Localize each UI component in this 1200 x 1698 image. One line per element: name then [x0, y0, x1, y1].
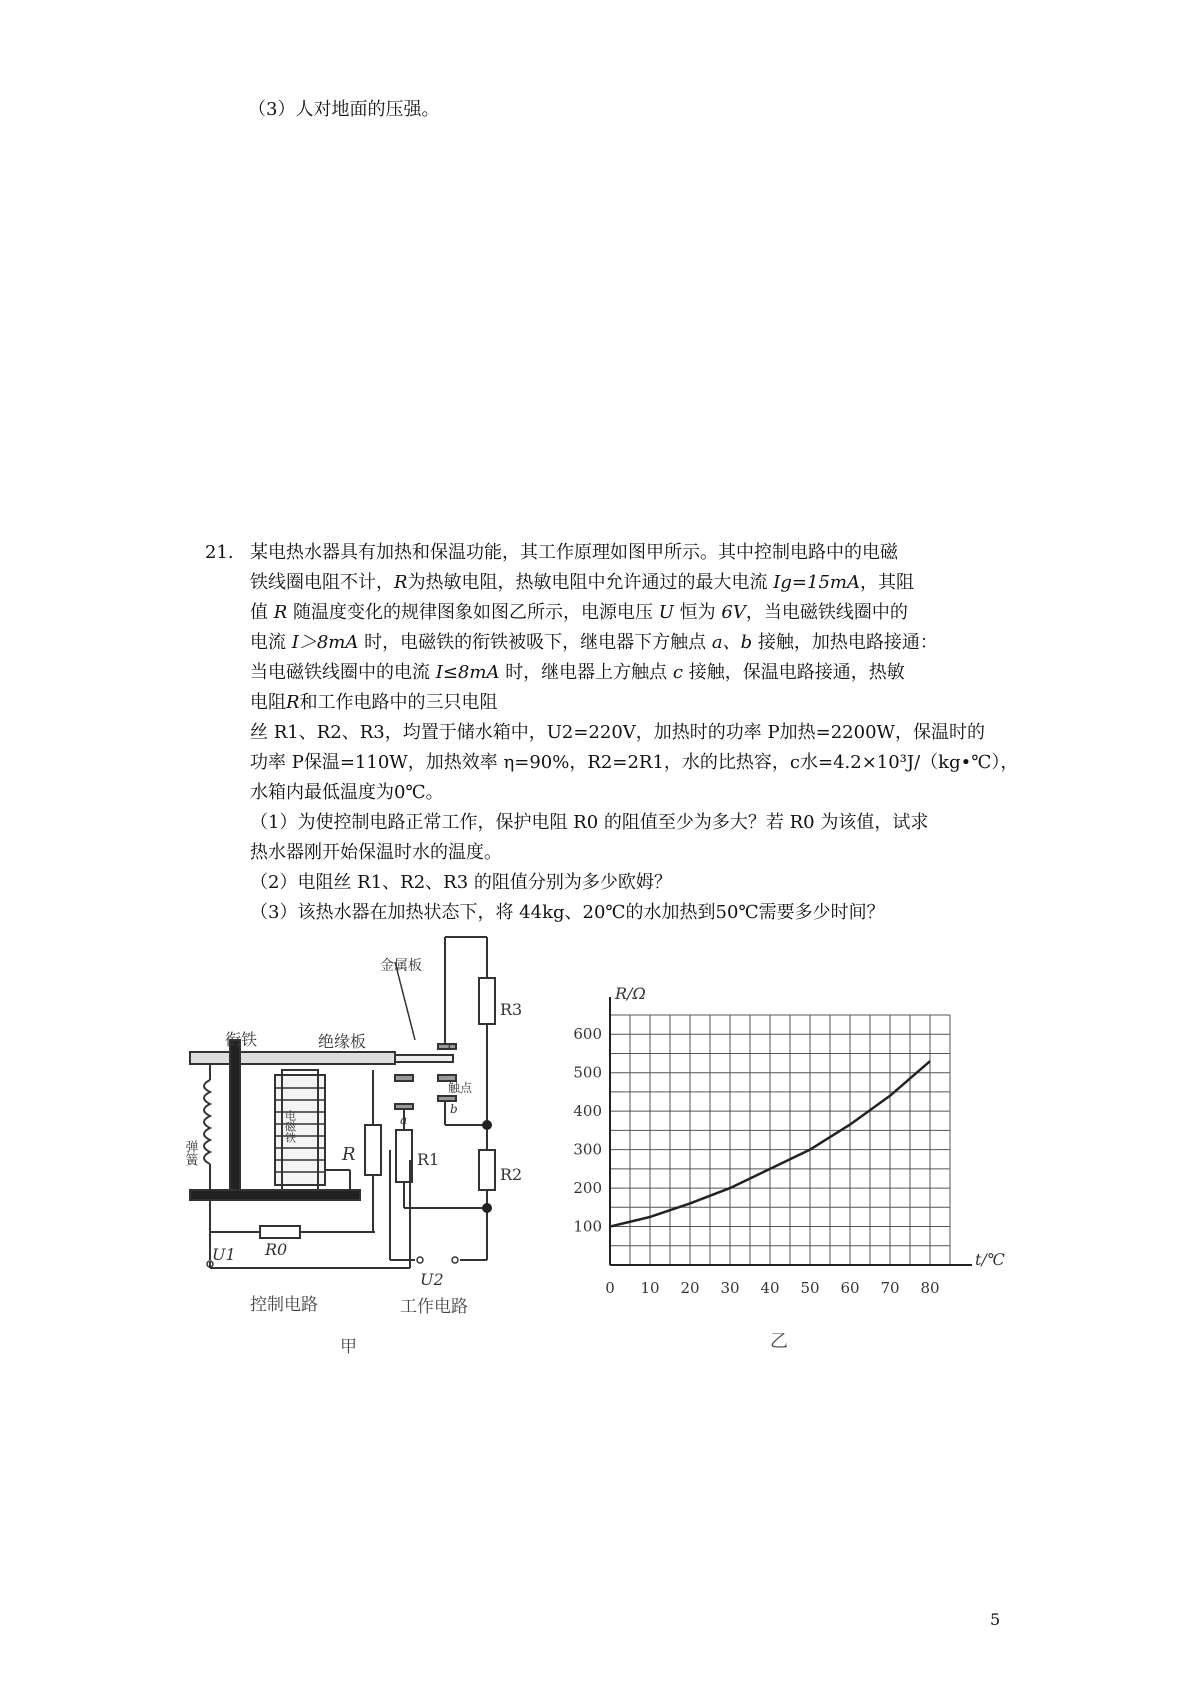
label-chudian: 触点 — [448, 1081, 473, 1095]
part-1-cont: 热水器刚开始保温时水的温度。 — [250, 842, 502, 863]
x-tick-label: 0 — [605, 1279, 615, 1297]
label-xiantie: 衔铁 — [225, 1030, 258, 1049]
x-tick-label: 70 — [880, 1279, 900, 1297]
chart-caption: 乙 — [770, 1331, 788, 1352]
x-tick-label: 30 — [720, 1279, 740, 1297]
label-jueyuanban: 绝缘板 — [318, 1032, 367, 1051]
label-working-circuit: 工作电路 — [400, 1297, 468, 1317]
stem-line-8: 功率 P保温=110W，加热效率 η=90%，R2=2R1，水的比热容，c水=4.2×10³J/（kg•℃）， — [250, 752, 1019, 773]
chart-tick-labels — [573, 1025, 939, 1297]
question-stem — [250, 538, 1045, 928]
y-tick-label: 300 — [573, 1140, 602, 1159]
part-1: （1）为使控制电路正常工作，保护电阻 R0 的阻值至少为多大？若 R0 为该值，试求 — [250, 812, 929, 833]
part-3: （3）该热水器在加热状态下，将 44kg、20℃的水加热到50℃需要多少时间？ — [250, 902, 885, 923]
label-tanhuang: 弹簧 — [182, 1140, 198, 1166]
label-R3: R3 — [500, 1000, 523, 1019]
stem-line-1: 某电热水器具有加热和保温功能，其工作原理如图甲所示。其中控制电路中的电磁 — [250, 542, 898, 563]
part-2: （2）电阻丝 R1、R2、R3 的阻值分别为多少欧姆？ — [250, 872, 672, 893]
label-a: a — [400, 1113, 408, 1127]
label-R1: R1 — [417, 1150, 440, 1169]
y-tick-label: 200 — [573, 1179, 602, 1198]
x-tick-label: 60 — [840, 1279, 860, 1297]
label-dianciti: 电磁铁 — [283, 1110, 297, 1143]
label-R0: R0 — [265, 1240, 288, 1259]
x-tick-label: 40 — [760, 1279, 780, 1297]
question-21 — [205, 538, 1045, 928]
prev-question-part3: （3）人对地面的压强。 — [248, 99, 440, 120]
page-number: 5 — [990, 1610, 1001, 1629]
y-tick-label: 500 — [573, 1063, 602, 1082]
circuit-diagram — [182, 958, 580, 1357]
y-tick-label: 400 — [573, 1102, 602, 1121]
r-t-chart — [560, 985, 1020, 1360]
x-tick-label: 80 — [920, 1279, 940, 1297]
y-tick-label: 600 — [573, 1025, 602, 1044]
chart-ylabel: R/Ω — [615, 984, 646, 1003]
stem-line-7: 丝 R1、R2、R3，均置于储水箱中，U2=220V，加热时的功率 P加热=2200W，保温时的 — [250, 722, 986, 743]
label-c: c — [448, 1039, 455, 1053]
x-tick-label: 20 — [680, 1279, 700, 1297]
chart-axes — [610, 997, 972, 1265]
y-tick-label: 100 — [573, 1217, 602, 1236]
x-tick-label: 50 — [800, 1279, 820, 1297]
label-U2: U2 — [420, 1270, 444, 1289]
x-tick-label: 10 — [640, 1279, 660, 1297]
label-U1: U1 — [212, 1245, 236, 1264]
label-jinshuban: 金属板 — [380, 958, 422, 974]
label-R2: R2 — [500, 1165, 523, 1184]
label-R: R — [342, 1144, 356, 1165]
question-number: 21. — [205, 542, 234, 563]
stem-line-2: 铁线圈电阻不计，R为热敏电阻，热敏电阻中允许通过的最大电流 Ig=15mA，其阻 — [250, 572, 914, 593]
chart-grid — [610, 1015, 950, 1265]
chart-xlabel: t/℃ — [975, 1250, 1005, 1269]
label-b: b — [450, 1102, 458, 1116]
stem-line-3: 值 R 随温度变化的规律图象如图乙所示，电源电压 U 恒为 6V，当电磁铁线圈中的 — [250, 602, 908, 623]
stem-line-9: 水箱内最低温度为0℃。 — [250, 782, 444, 803]
stem-line-4: 电流 I＞8mA 时，电磁铁的衔铁被吸下，继电器下方触点 a、b 接触，加热电路接通： — [250, 632, 938, 653]
stem-line-6: 电阻R和工作电路中的三只电阻 — [250, 692, 498, 713]
figure-jia-caption: 甲 — [340, 1337, 357, 1357]
label-control-circuit: 控制电路 — [250, 1295, 318, 1315]
stem-line-5: 当电磁铁线圈中的电流 I≤8mA 时，继电器上方触点 c 接触，保温电路接通，热敏 — [250, 662, 905, 683]
